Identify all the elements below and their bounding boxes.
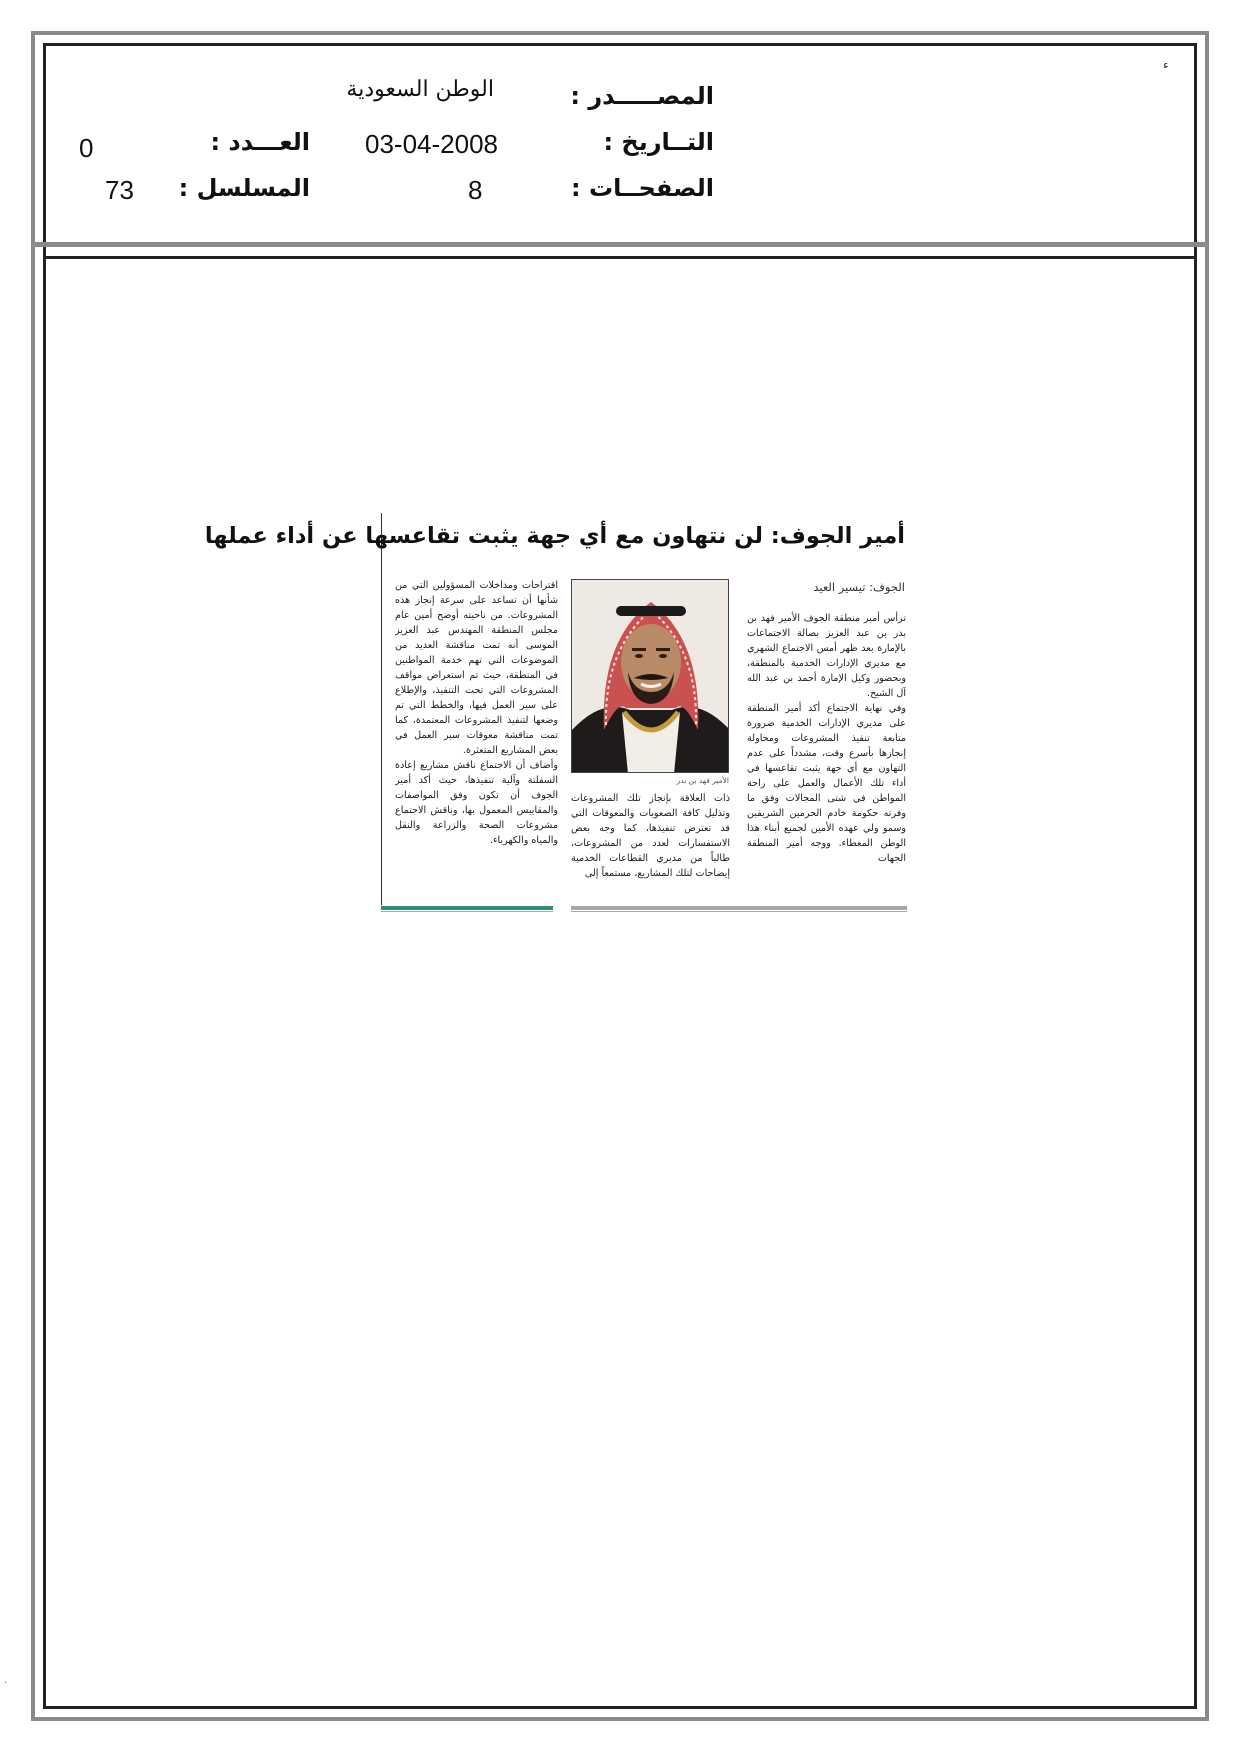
margin-dot: · [4,1678,8,1689]
portrait-image [572,580,729,773]
article-title: أمير الجوف: لن نتهاون مع أي جهة يثبت تقاعسها عن أداء عملها [204,523,905,549]
date-value: 03-04-2008 [365,129,498,159]
paragraph: ترأس أمير منطقة الجوف الأمير فهد بن بدر بن عبد العزيز بصالة الاجتماعات بالإمارة بعد ظهر أمس الاجتماع الشهري مع مديري الإدارات الخدمية بالمنطقة، وبحضور وكيل الإمارة أحمد بن عبد الله آل الشيخ. [747,613,906,699]
article-column-right [747,611,906,899]
footer-rule-green-thin [381,911,553,912]
source-label: المصـــــدر : [570,82,714,110]
footer-rule-gray [571,906,907,910]
date-label: التــاريخ : [603,128,714,156]
article-byline: الجوف: تيسير العيد [813,580,905,594]
corner-mark: ء [1163,58,1169,72]
paragraph: وفي نهاية الاجتماع أكد أمير المنطقة على مديري الإدارات الخدمية ضرورة متابعة تنفيذ المشروعات ومحاولة إنجازها بأسرع وقت، مشدداً على عدم التهاون مع أي جهة يثبت تقاعسها في أداء تلك الأعمال والعمل على راحة المواطن في شتى المجالات وفق ما وفرته حكومة خادم الحرمين الشريفين وسمو ولي عهده الأمين لجميع أبناء هذا الوطن المعطاء. ووجه أمير المنطقة الجهات [747,703,906,864]
paragraph: اقتراحات ومداخلات المسؤولين التي من شأنها أن تساعد على سرعة إنجاز هذه المشروعات. من ناحيته أوضح أمين عام مجلس المنطقة المهندس عبد العزيز الموسى أنه تمت مناقشة العديد من الموضوعات التي تهم خدمة المواطنين في المنطقة، حيث تم استعراض مواقف المشروعات التي تحت التنفيذ، والإطلاع على سير العمل فيها، والخطط التي تم وضعها لتنفيذ المشروعات المعتمدة، كما تمت مناقشة معوقات سير العمل في بعض المشاريع المتعثرة. [395,580,558,756]
portrait-photo [571,579,729,773]
article-clipping [204,513,909,915]
pages-value: 8 [468,175,483,205]
issue-value: 0 [79,133,94,163]
issue-label: العـــدد : [210,128,310,156]
header-separator [31,242,1209,247]
serial-value: 73 [105,175,134,205]
header-separator-inner [43,256,1197,259]
article-column-middle [571,791,730,899]
paragraph: وأضاف أن الاجتماع ناقش مشاريع إعادة السفلتة وآلية تنفيذها، حيث أكد أمير الجوف أن تكون وفق المواصفات والمقاييس المعمول بها، وناقش الاجتماع مشروعات الصحة والزراعة والنقل والمياه والكهرباء. [395,760,558,846]
serial-label: المسلسل : [178,174,310,202]
paragraph: ذات العلاقة بإنجاز تلك المشروعات وتذليل كافة الصعوبات والمعوقات التي قد تعترض تنفيذها، كما وجه بعض الاستفسارات لعدد من المشروعات، طالباً من مديري القطاعات الخدمية إيضاحات لتلك المشاريع، مستمعاً إلى [571,793,730,879]
footer-rule-gray-thin [571,911,907,912]
column-rule [381,513,382,905]
photo-caption: الأمير فهد بن بدر [676,776,729,785]
article-column-left [395,578,558,899]
pages-label: الصفحــات : [571,174,714,202]
source-value: الوطن السعودية [346,77,494,102]
footer-rule-green [381,906,553,910]
